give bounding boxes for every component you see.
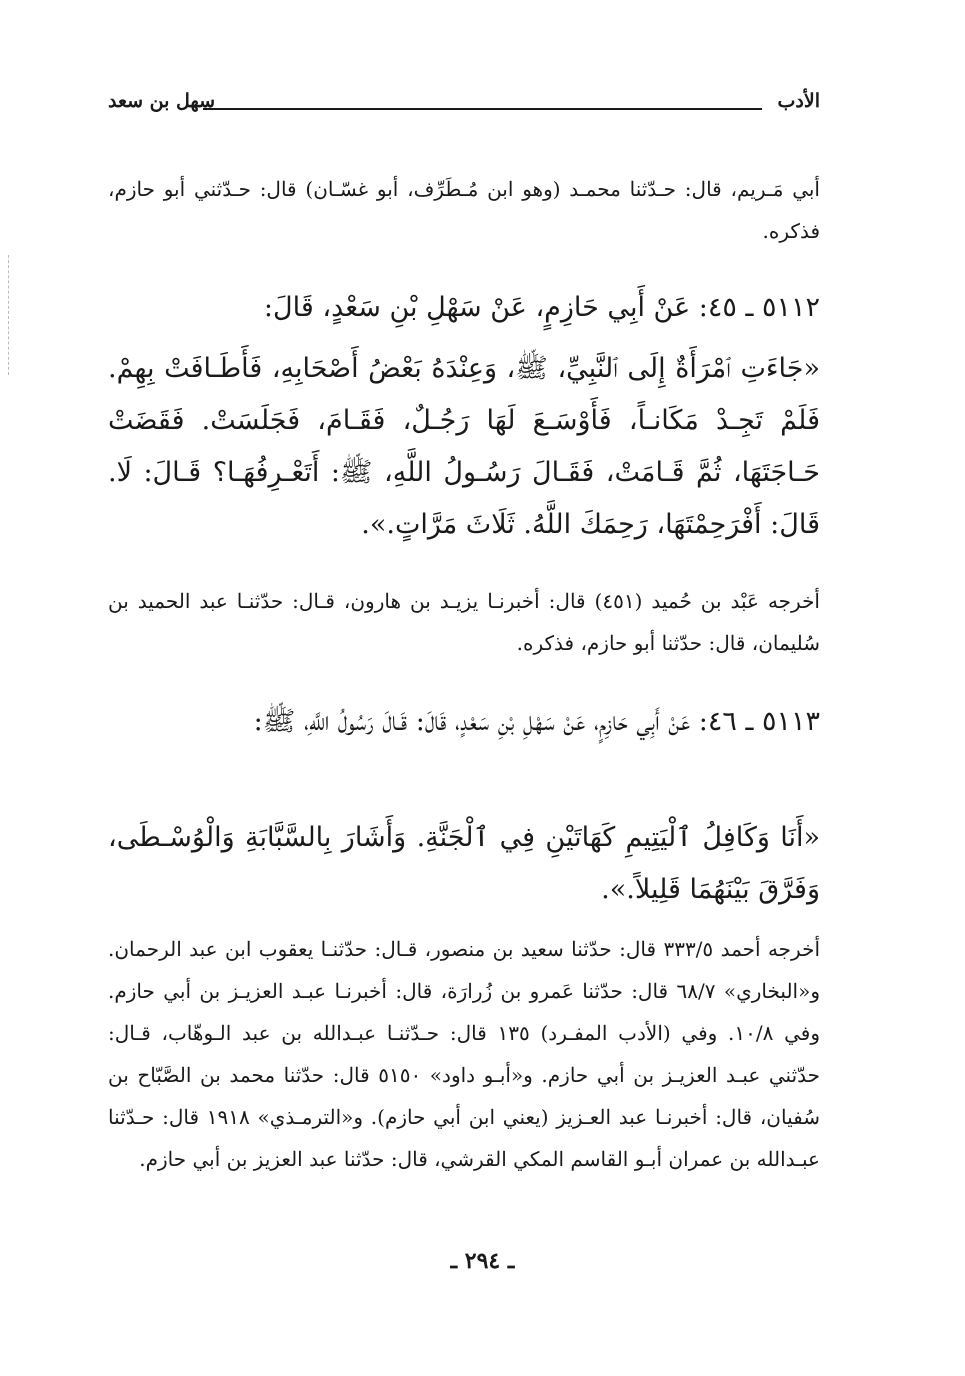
- header-section-title: الأدب: [777, 90, 820, 112]
- hadith-5112-takhrij: أخرجه عَبْد بن حُميد (٤٥١) قال: أخبرنـا يزيـد بن هارون، قـال: حدّثنـا عبد الحميد بن سُليمان، قال: حدّثنا أبو حازم، فذكره.: [108, 589, 820, 655]
- intro-paragraph: أبي مَـريم، قال: حـدّثنا محمـد (وهو ابن مُـطَرِّف، أبو غسّـان) قال: حـدّثني أبو حازم، فذكره.: [108, 177, 820, 243]
- header-narrator: سهل بن سعد: [108, 90, 216, 112]
- scan-margin-mark: [8, 255, 10, 375]
- running-header: [108, 90, 820, 124]
- hadith-5113-text: «أَنَا وَكَافِلُ ٱلْيَتِيمِ كَهَاتَيْنِ فِي ٱلْجَنَّةِ. وَأَشَارَ بِالسَّبَّابَةِ وَالْوُسْـطَى، وَفَرَّقَ بَيْنَهُمَا قَلِيلاً.».: [108, 822, 820, 905]
- hadith-5112-text: «جَاءَتِ ٱمْرَأَةٌ إِلَى ٱلنَّبِيِّ، ﷺ، وَعِنْدَهُ بَعْضُ أَصْحَابِهِ، فَأَطَـافَتْ بِهِمْ. فَلَمْ تَجِـدْ مَكَانـاً، فَأَوْسَـعَ لَهَا رَجُـلٌ، فَقَـامَ، فَجَلَسَتْ. فَقَضَتْ حَـاجَتَهَا، ثُمَّ قَـامَتْ، فَقَـالَ رَسُـولُ اللَّهِ، ﷺ: أَتَعْـرِفُهَـا؟ قَـالَ: لَا. قَالَ: أَفْرَحِمْتَهَا، رَحِمَكَ اللَّهُ. ثَلَاثَ مَرَّاتٍ.».: [108, 353, 820, 540]
- hadith-5113-heading: ٥١١٣ ـ ٤٦: عَنْ أَبِي حَازِمٍ، عَنْ سَهْلِ بْنِ سَعْدٍ، قَالَ: قَـالَ رَسُولُ اللَّهِ، ﷺ:: [253, 706, 820, 737]
- hadith-5112-heading: ٥١١٢ ـ ٤٥: عَنْ أَبِي حَازِمٍ، عَنْ سَهْلِ بْنِ سَعْدٍ، قَالَ:: [263, 292, 820, 323]
- header-rule: [203, 108, 762, 110]
- page-number: ـ ٢٩٤ ـ: [450, 1248, 515, 1274]
- hadith-5113-takhrij: أخرجه أحمد ٣٣٣/٥ قال: حدّثنا سعيد بن منصور، قـال: حدّثنـا يعقوب ابن عبد الرحمان. و«البخاري» ٦٨/٧ قال: حدّثنا عَمرو بن زُرارَة، قال: أخبرنـا عبـد العزيـز بن أبي حازم. وفي ١٠/٨. وفي (الأدب المفـرد) ١٣٥ قال: حـدّثنـا عبـدالله بن عبد الـوهّاب، قـال: حدّثني عبـد العزيـز بن أبي حازم. و«أبـو داود» ٥١٥٠ قال: حدّثنا محمد بن الصَّبّاح بن سُفيان، قال: أخبرنـا عبد العـزيز (يعني ابن أبي حازم). و«الترمـذي» ١٩١٨ قال: حـدّثنا عبـدالله بن عمران أبـو القاسم المكي القرشي، قال: حدّثنا عبد العزيز بن أبي حازم.: [108, 937, 821, 1171]
